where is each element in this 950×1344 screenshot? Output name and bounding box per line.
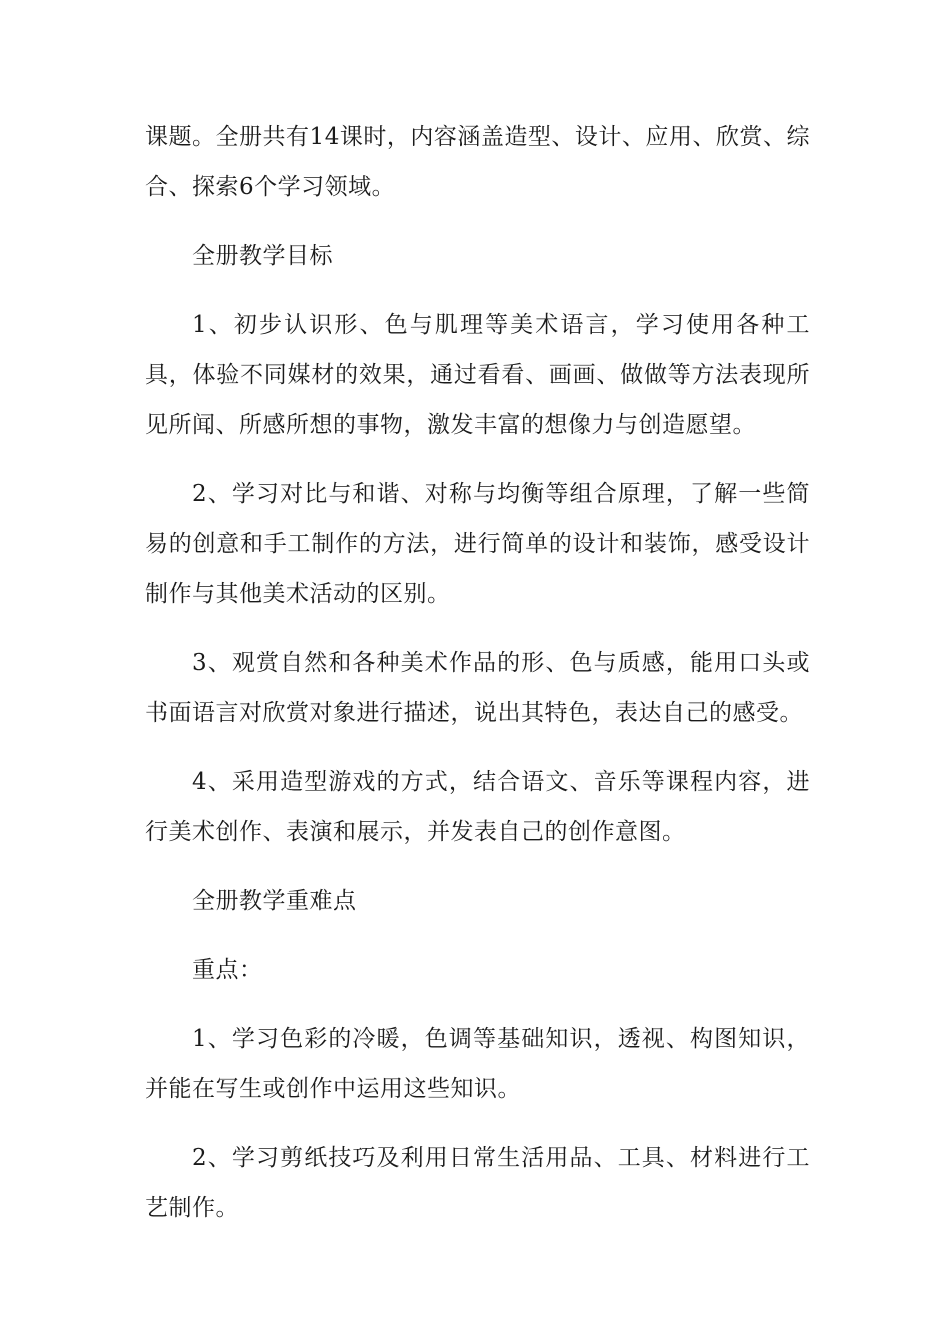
paragraph-gap: [145, 281, 810, 300]
paragraph-gap: [145, 995, 810, 1014]
subheading-focus: 重点：: [192, 957, 263, 983]
document-page: [145, 112, 810, 1233]
paragraph-gap: [145, 450, 810, 469]
goal-item-3: 3、观赏自然和各种美术作品的形、色与质感，能用口头或书面语言对欣赏对象进行描述，说出其特色，表达自己的感受。: [145, 650, 810, 726]
paragraph-gap: [145, 857, 810, 876]
goal-item-4: 4、采用造型游戏的方式，结合语文、音乐等课程内容，进行美术创作、表演和展示，并发表自己的创作意图。: [145, 769, 810, 845]
section-heading-goals: 全册教学目标: [192, 243, 333, 269]
goal-item-2: 2、学习对比与和谐、对称与均衡等组合原理，了解一些简易的创意和手工制作的方法，进行简单的设计和装饰，感受设计制作与其他美术活动的区别。: [145, 481, 810, 607]
paragraph-continuation: 课题。全册共有14课时，内容涵盖造型、设计、应用、欣赏、综合、探索6个学习领域。: [145, 124, 810, 200]
paragraph-gap: [145, 1114, 810, 1133]
focus-item-2: 2、学习剪纸技巧及利用日常生活用品、工具、材料进行工艺制作。: [145, 1145, 810, 1221]
paragraph-gap: [145, 212, 810, 231]
paragraph-gap: [145, 926, 810, 945]
paragraph-gap: [145, 619, 810, 638]
paragraph-gap: [145, 738, 810, 757]
focus-item-1: 1、学习色彩的冷暖，色调等基础知识，透视、构图知识，并能在写生或创作中运用这些知识。: [145, 1026, 810, 1102]
section-heading-key-points: 全册教学重难点: [192, 888, 357, 914]
goal-item-1: 1、初步认识形、色与肌理等美术语言，学习使用各种工具，体验不同媒材的效果，通过看看、画画、做做等方法表现所见所闻、所感所想的事物，激发丰富的想像力与创造愿望。: [145, 312, 810, 438]
